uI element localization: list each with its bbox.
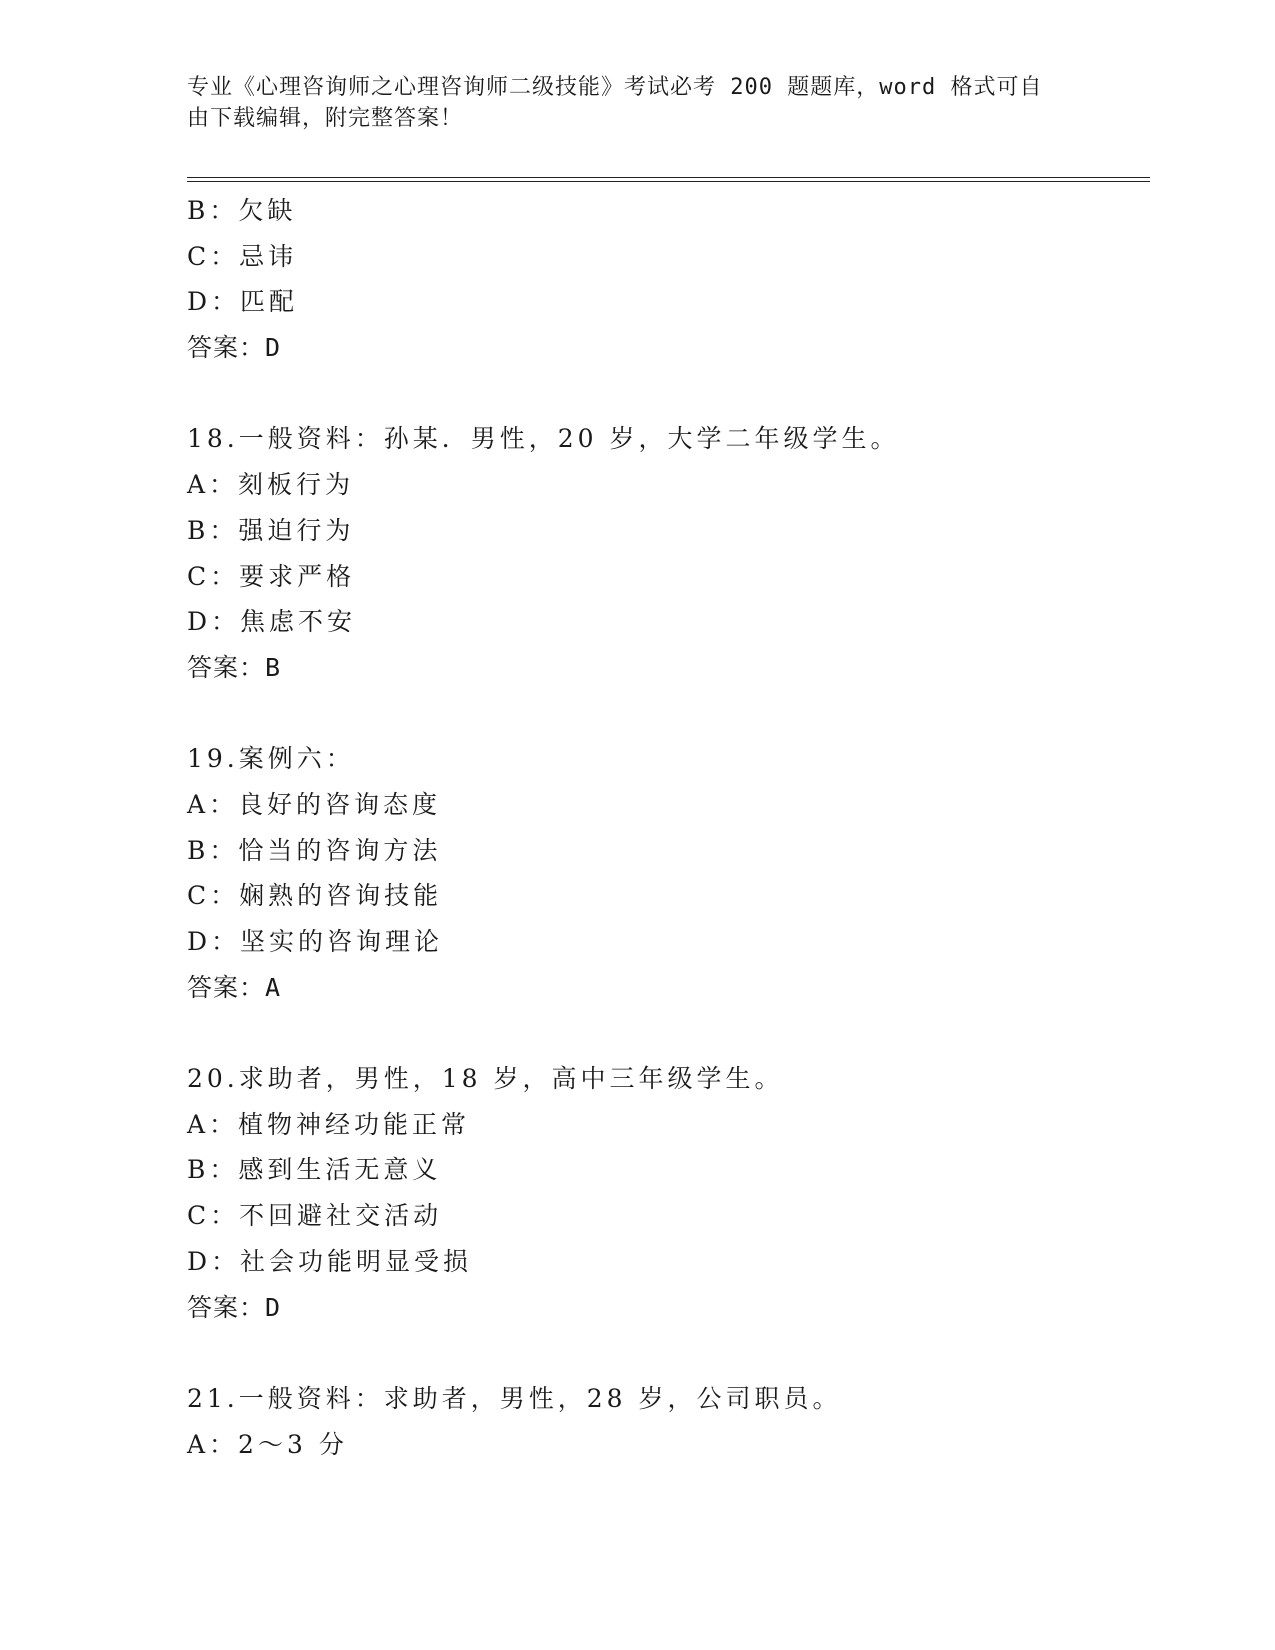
question-stem: 19.案例六： — [187, 744, 355, 774]
spacer — [187, 1010, 1147, 1056]
option-a: A：良好的咨询态度 — [187, 789, 442, 819]
option-d: D：社会功能明显受损 — [187, 1246, 473, 1276]
option-b: B：感到生活无意义 — [187, 1155, 442, 1185]
spacer — [187, 691, 1147, 737]
spacer — [187, 1330, 1147, 1376]
answer: 答案：B — [187, 652, 282, 682]
option-c: C：娴熟的咨询技能 — [187, 881, 443, 911]
option-d: D：焦虑不安 — [187, 607, 357, 637]
document-header — [187, 72, 1087, 134]
answer: 答案：D — [187, 1292, 282, 1322]
option-b: B：欠缺 — [187, 196, 297, 225]
question-stem: 20.求助者，男性，18 岁，高中三年级学生。 — [187, 1064, 784, 1094]
answer: 答案：D — [187, 333, 282, 363]
spacer — [187, 371, 1147, 417]
header-rule-bottom — [187, 181, 1150, 182]
header-line-2: 由下载编辑，附完整答案！ — [187, 106, 464, 131]
header-rule-top — [187, 177, 1150, 178]
option-b: B：强迫行为 — [187, 515, 355, 545]
option-a: A：2～3 分 — [187, 1429, 348, 1459]
question-stem: 21.一般资料：求助者，男性，28 岁，公司职员。 — [187, 1383, 842, 1413]
header-line-1: 专业《心理咨询师之心理咨询师二级技能》考试必考 200 题题库，word 格式可自 — [187, 75, 1043, 100]
option-b: B：恰当的咨询方法 — [187, 835, 442, 865]
option-c: C：要求严格 — [187, 561, 356, 591]
option-d: D：坚实的咨询理论 — [187, 927, 444, 956]
option-c: C：忌讳 — [187, 241, 298, 271]
option-a: A：刻板行为 — [187, 470, 355, 500]
answer: 答案：A — [187, 972, 282, 1002]
option-d: D：匹配 — [187, 287, 299, 317]
question-stem: 18.一般资料：孙某．男性，20 岁，大学二年级学生。 — [187, 424, 900, 454]
document-body — [187, 188, 1147, 1467]
option-a: A：植物神经功能正常 — [187, 1109, 471, 1139]
option-c: C：不回避社交活动 — [187, 1201, 443, 1231]
